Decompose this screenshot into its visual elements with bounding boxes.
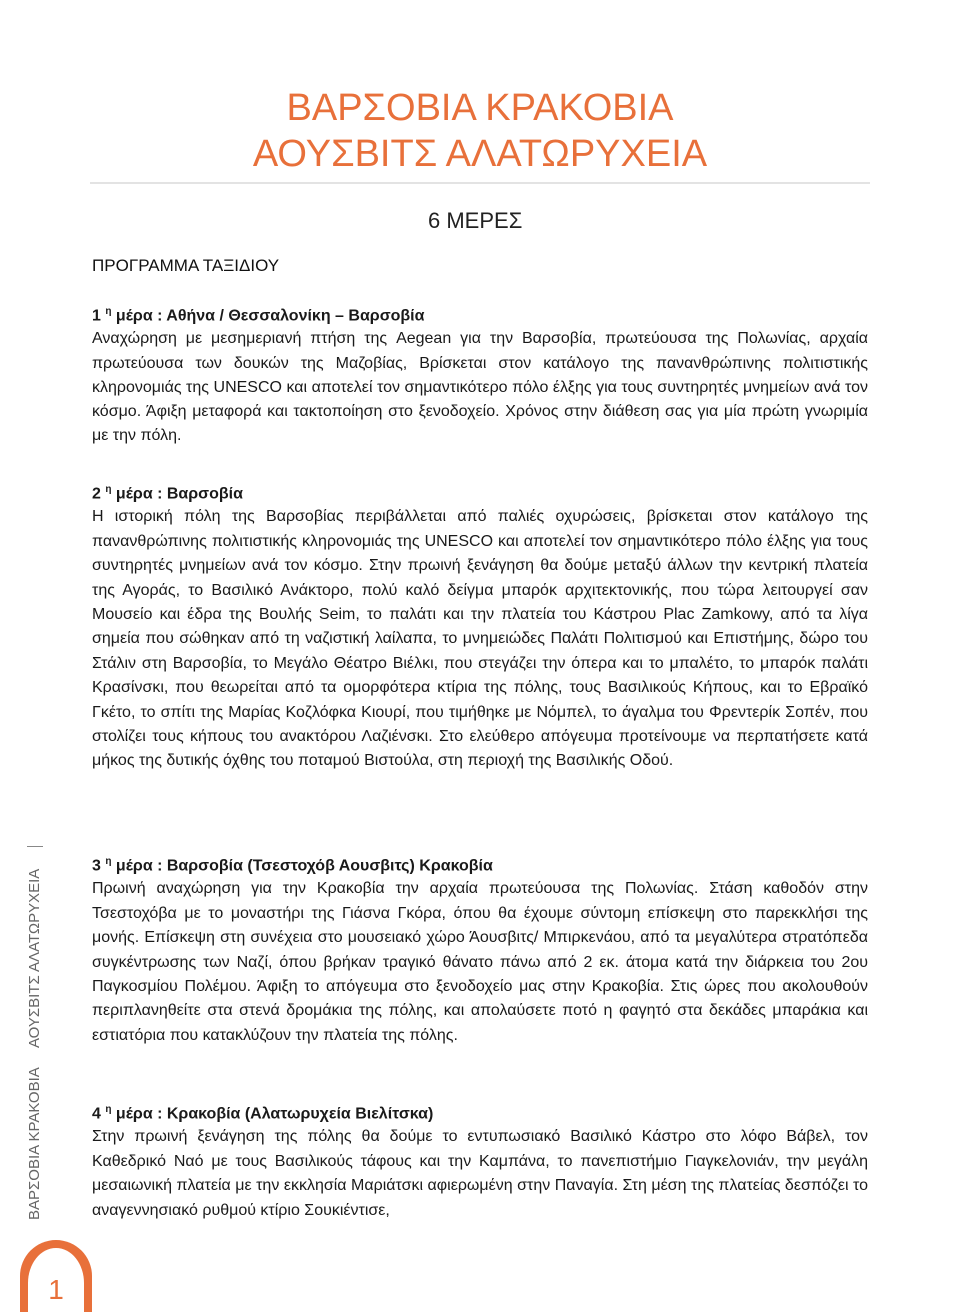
day-number: 1 — [92, 307, 101, 325]
day-number: 3 — [92, 857, 101, 875]
day-1-section — [92, 301, 868, 448]
day-4-text: Στην πρωινή ξενάγηση της πόλης θα δούμε το εντυπωσιακό Βασιλικό Κάστρο στο λόφο Βάβελ, τον Καθεδρικό Ναό με τους Βασιλικούς τάφους και την Καμπάνα, το πανεπιστήμιο Γιαγκελονιάν, την μεγάλη μεσαιωνική πλατεία με την εκκλησία Μαριάτσκι αφιερωμένη στην Παναγία. Στη μέση της πλατείας δεσπόζει το αναγεννησιακό ρυθμού κτίριο Σουκιέντισε, — [92, 1128, 868, 1219]
sidebar-title-1: ΒΑΡΣΟΒΙΑ ΚΡΑΚΟΒΙΑ — [26, 1068, 43, 1220]
sidebar-title-2: ΑΟΥΣΒΙΤΣ ΑΛΑΤΩΡΥΧΕΙΑ — [26, 869, 43, 1049]
page-number: 1 — [48, 1274, 64, 1305]
ordinal-suffix: η — [105, 484, 112, 495]
day-title: μέρα : Κρακοβία (Αλατωρυχεία Βιελίτσκα) — [111, 1105, 434, 1123]
title-line-2: ΑΟΥΣΒΙΤΣ ΑΛΑΤΩΡΥΧΕΙΑ — [252, 133, 708, 175]
page-number-badge — [20, 1240, 92, 1312]
title-line-1: ΒΑΡΣΟΒΙΑ ΚΡΑΚΟΒΙΑ — [286, 87, 674, 129]
day-2-section — [92, 479, 868, 774]
day-4-section — [92, 1099, 868, 1223]
day-3-heading — [92, 851, 868, 877]
sidebar-separator — [27, 846, 43, 847]
trip-duration: 6 ΜΕΡΕΣ — [428, 208, 523, 233]
day-3-text: Πρωινή αναχώρηση για την Κρακοβία την αρχαία πρωτεύουσα της Πολωνίας. Στάση καθοδόν στην Τσεστοχόβα με το μοναστήρι της Γιάσνα Γκόρα, όπου θα έχουμε σύντομη επίσκεψη στο παρεκκλήσι της μονής. Επίσκεψη στη συνέχεια στο μουσειακό χώρο Άουσβιτς/ Μπιρκενάου, από τα μεγαλύτερα στρατόπεδα συγκέντρωσης των Ναζί, όπου βρήκαν τραγικό θάνατο πάνω από 2 εκ. άτομα κατά την διάρκεια του 2ου Παγκοσμίου Πολέμου. Άφιξη το απόγευμα στο ξενοδοχείο μας στην Κρακοβία. Στις ώρες που ακολουθούν περιπλανηθείτε στα στενά δρομάκια της πόλης, και απολαύσετε ποτό η φαγητό στα δεκάδες μπαράκια και εστιατόρια που κατακλύζουν την πλατεία της πόλης. — [92, 880, 868, 1044]
day-number: 4 — [92, 1105, 101, 1123]
day-title: μέρα : Βαρσοβία (Τσεστοχόβ Αουσβιτς) Κρακοβία — [111, 857, 493, 875]
sidebar-running-title — [26, 846, 43, 1220]
day-title: μέρα : Βαρσοβία — [111, 485, 243, 503]
ordinal-suffix: η — [105, 856, 112, 867]
ordinal-suffix: η — [105, 1104, 112, 1115]
day-title: μέρα : Αθήνα / Θεσσαλονίκη – Βαρσοβία — [111, 307, 425, 325]
program-label: ΠΡΟΓΡΑΜΜΑ ΤΑΞΙΔΙΟΥ — [92, 256, 280, 275]
ordinal-suffix: η — [105, 306, 112, 317]
day-3-section — [92, 851, 868, 1048]
day-1-text: Αναχώρηση με μεσημεριανή πτήση της Aegean για την Βαρσοβία, πρωτεύουσα της Πολωνίας, αρχαία πρωτεύουσα των δουκών της Μαζοβίας, Βρίσκεται στον κατάλογο της πανανθρώπινης πολιτιστικής κληρονομιάς της UNESCO και αποτελεί τον σημαντικότερο πόλο έλξης για τους συντηρητές μνημείων ανά τον κόσμο. Άφιξη μεταφορά και τακτοποίηση στο ξενοδοχείο. Χρόνος στην διάθεση σας για μία πρώτη γνωριμία με την πόλη. — [92, 330, 868, 445]
page-badge-inner — [28, 1248, 84, 1312]
title-divider — [90, 182, 870, 184]
day-4-heading — [92, 1099, 868, 1125]
day-2-heading — [92, 479, 868, 505]
day-2-text: Η ιστορική πόλη της Βαρσοβίας περιβάλλεται από παλιές οχυρώσεις, βρίσκεται στον κατάλογο της πανανθρώπινης πολιτιστικής κληρονομιάς της UNESCO και αποτελεί τον σημαντικότερο πόλο έλξης για τους συντηρητές μνημείων ανά τον κόσμο. Στην πρωινή ξενάγηση θα δούμε μεταξύ άλλων την κεντρική πλατεία της Αγοράς, το Βασιλικό Ανάκτορο, πολύ καλό δείγμα μπαρόκ αρχιτεκτονικής, που τώρα λειτουργεί σαν Μουσείο και έδρα της Βουλής Seim, το παλάτι και την πλατεία του Κάστρου Plac Zamkowy, από τα λίγα σημεία που σώθηκαν από τη ναζιστική λαίλαπα, το μνημειώδες Παλάτι Πολιτισμού και Επιστήμης, δώρο του Στάλιν στη Βαρσοβία, το Μεγάλο Θέατρο Βιέλκι, που στεγάζει την όπερα και το μπαλέτο, το μπαρόκ παλάτι Κρασίνσκι, που θεωρείται από τα ομορφότερα κτίρια της πόλης, τους Βασιλικούς Κήπους, και το Εβραϊκό Γκέτο, το σπίτι της Μαρίας Κοζλόφκα Κιουρί, που τιμήθηκε με Νόμπελ, το άγαλμα του Φρεντερίκ Σοπέν, που στολίζει τους κήπους του ανακτόρου Λαζιένσκι. Στο ελεύθερο απόγευμα προτείνουμε να περπατήσετε κατά μήκος της δυτικής όχθης του ποταμού Βιστούλα, στη περιοχή της Βασιλικής Οδού. — [92, 508, 868, 770]
day-number: 2 — [92, 485, 101, 503]
day-1-heading — [92, 301, 868, 327]
